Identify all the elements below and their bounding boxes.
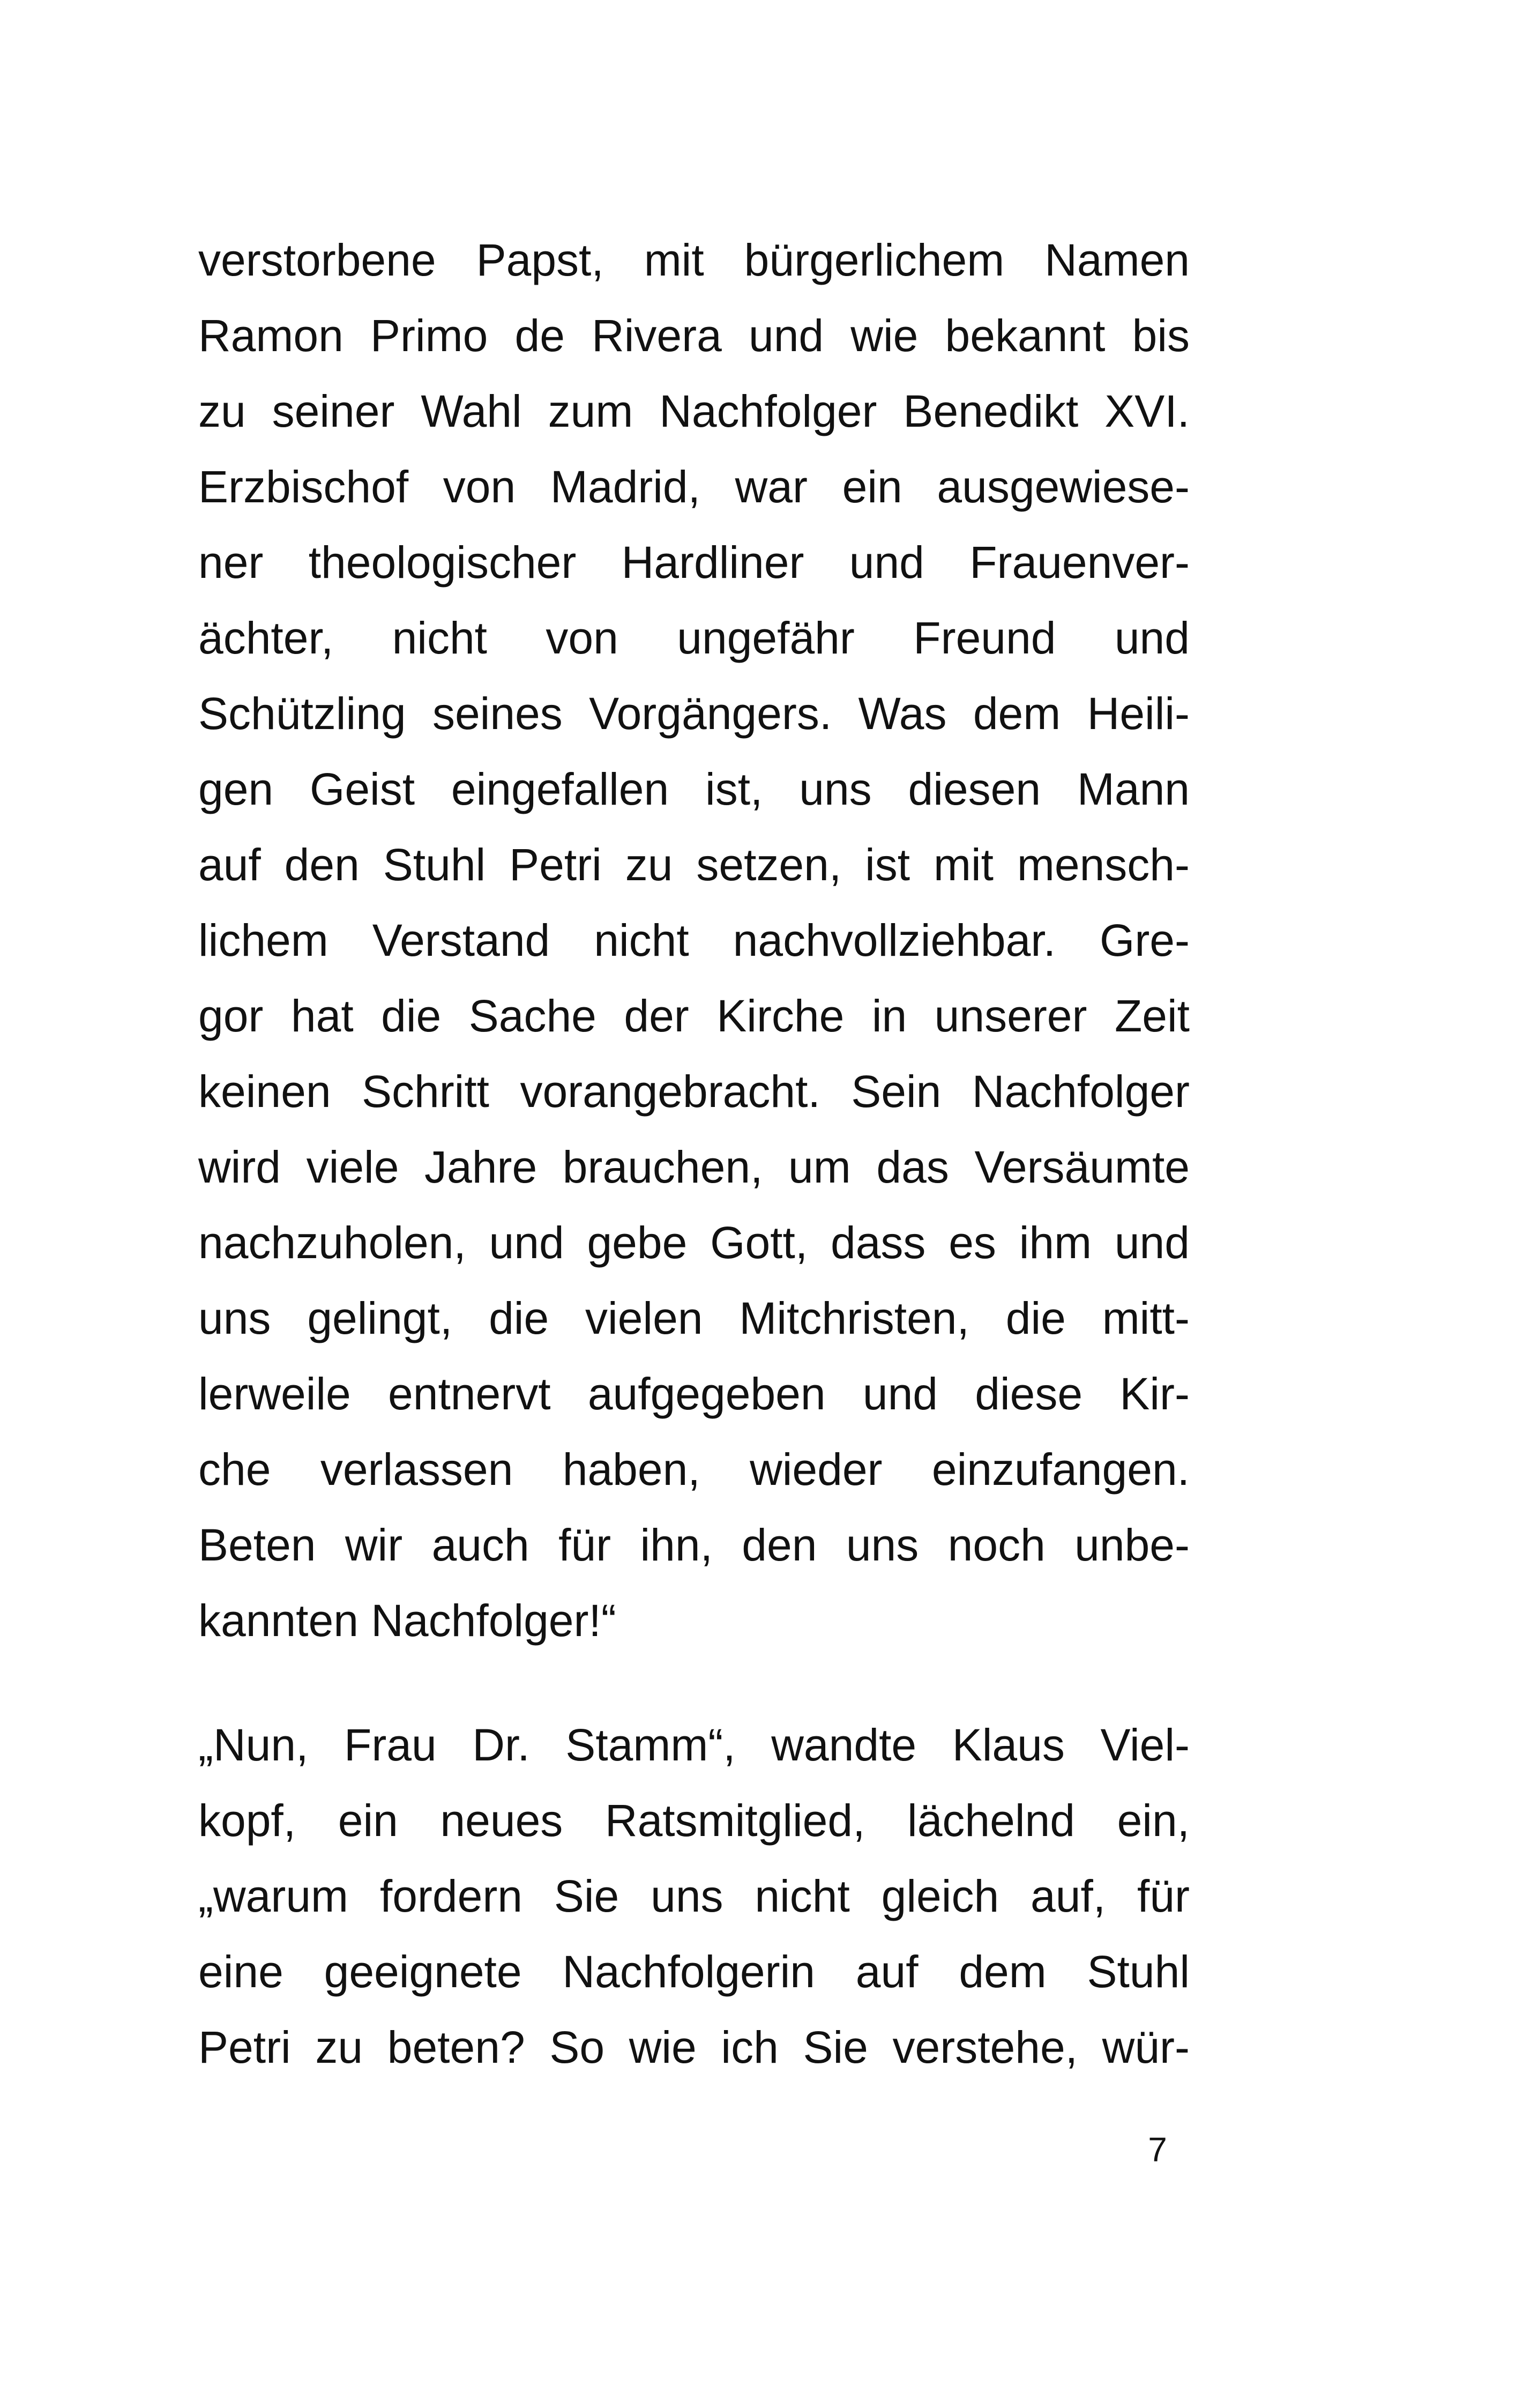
text-line: nachzuholen, und gebe Gott, dass es ihm und [198, 1217, 1190, 1268]
text-line: Beten wir auch für ihn, den uns noch unbe- [198, 1520, 1190, 1570]
text-line: auf den Stuhl Petri zu setzen, ist mit mensch- [198, 839, 1190, 890]
text-line: wird viele Jahre brauchen, um das Versäumte [198, 1142, 1190, 1192]
text-line: „Nun, Frau Dr. Stamm“, wandte Klaus Viel- [198, 1720, 1190, 1770]
text-line: kopf, ein neues Ratsmitglied, lächelnd ein, [198, 1795, 1190, 1846]
text-line: ächter, nicht von ungefähr Freund und [198, 613, 1190, 663]
page-number: 7 [1148, 2130, 1167, 2169]
text-line: Erzbischof von Madrid, war ein ausgewiese- [198, 462, 1190, 512]
text-line: Schützling seines Vorgängers. Was dem Heili- [198, 688, 1190, 739]
text-line: gen Geist eingefallen ist, uns diesen Mann [198, 764, 1190, 814]
text-line: lichem Verstand nicht nachvollziehbar. Gre- [198, 915, 1190, 965]
paragraph-2 [198, 1707, 1190, 2085]
text-line: keinen Schritt vorangebracht. Sein Nachfolger [198, 1066, 1190, 1117]
text-line: verstorbene Papst, mit bürgerlichem Namen [198, 235, 1190, 285]
paragraph-1 [198, 222, 1190, 1659]
text-line: lerweile entnervt aufgegeben und diese Kir- [198, 1369, 1190, 1419]
text-line: ner theologischer Hardliner und Frauenver- [198, 537, 1190, 588]
text-line: uns gelingt, die vielen Mitchristen, die mitt- [198, 1293, 1190, 1343]
text-line: eine geeignete Nachfolgerin auf dem Stuhl [198, 1946, 1190, 1997]
text-line: Ramon Primo de Rivera und wie bekannt bis [198, 310, 1190, 361]
text-line: kannten Nachfolger!“ [198, 1595, 616, 1646]
text-line: zu seiner Wahl zum Nachfolger Benedikt XVI. [198, 386, 1190, 436]
text-line: „warum fordern Sie uns nicht gleich auf, für [198, 1871, 1190, 1921]
text-line: che verlassen haben, wieder einzufangen. [198, 1444, 1190, 1495]
text-line: gor hat die Sache der Kirche in unserer Zeit [198, 991, 1190, 1041]
text-line: Petri zu beten? So wie ich Sie verstehe, wür- [198, 2022, 1190, 2072]
